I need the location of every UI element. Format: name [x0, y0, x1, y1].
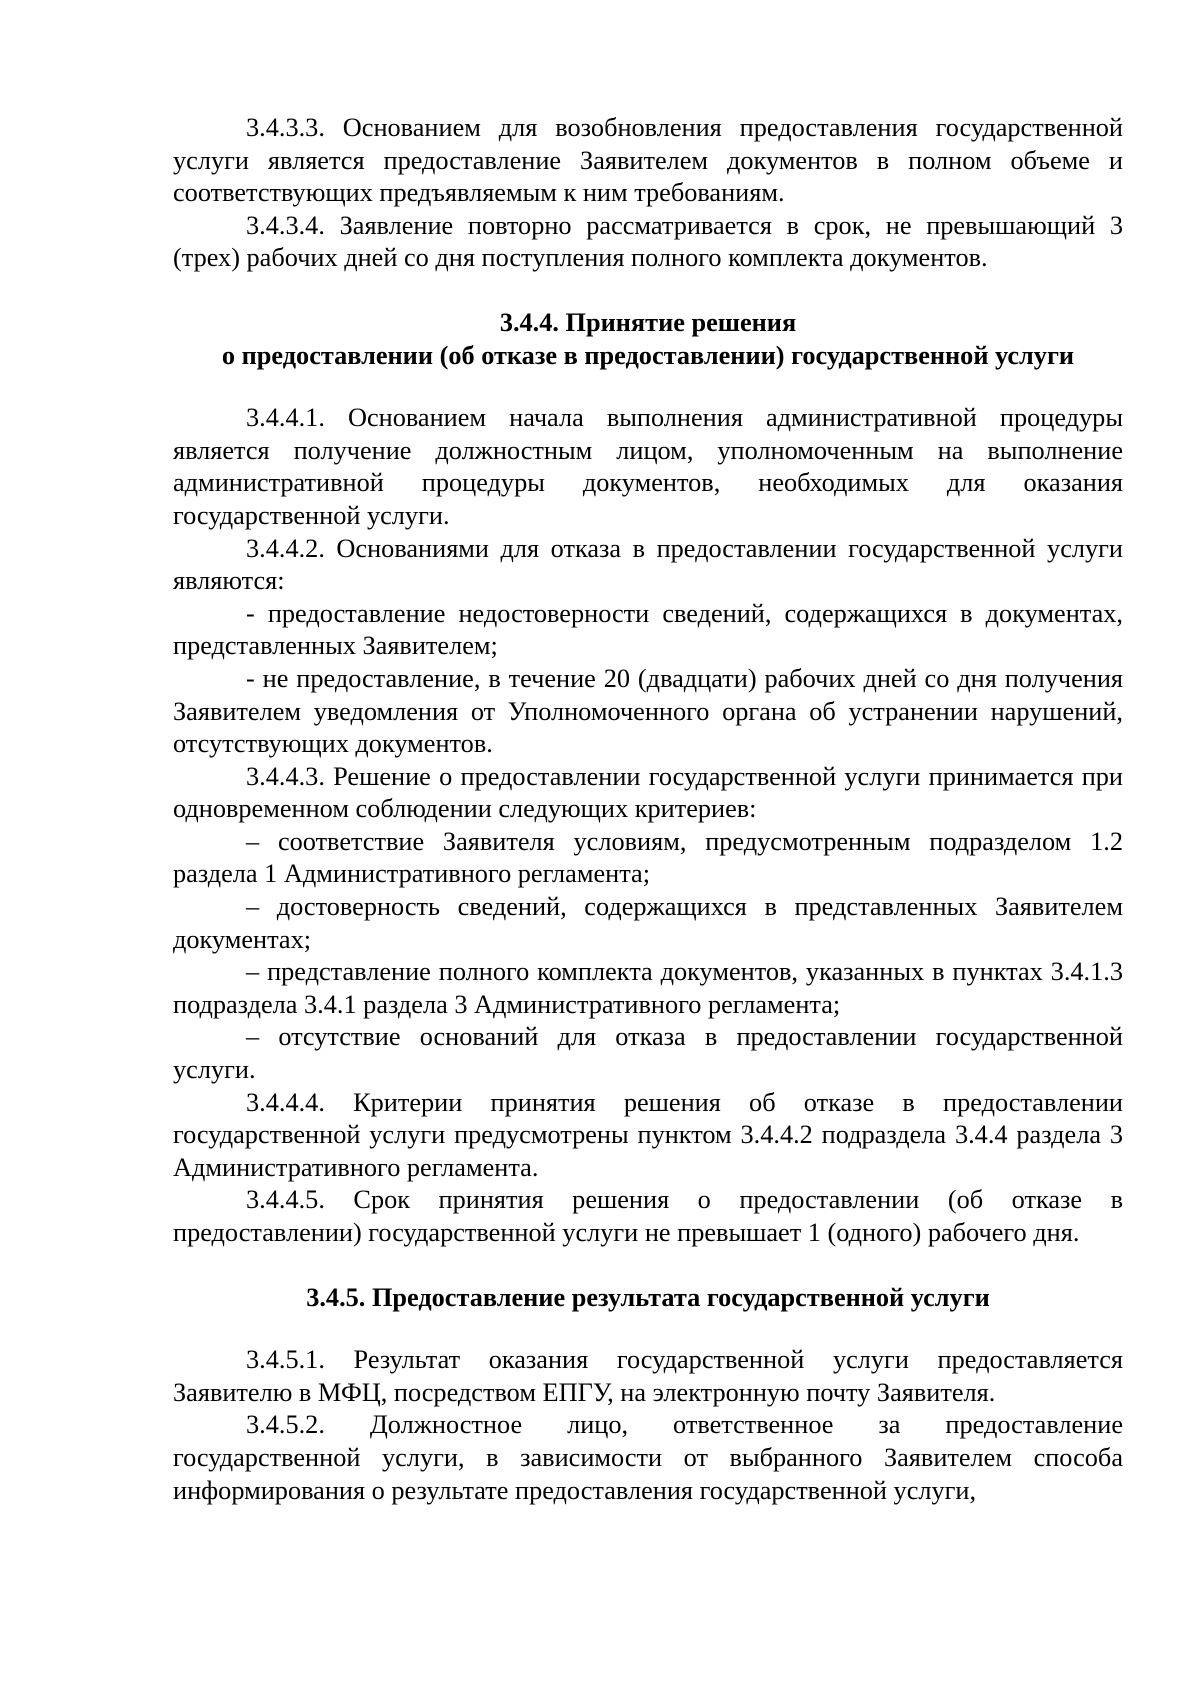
list-item: – представление полного комплекта документов, указанных в пунктах 3.4.1.3 подраздела 3.4.1 раздела 3 Административного регламента; — [173, 957, 1123, 1019]
list-item: - предоставление недостоверности сведений, содержащихся в документах, представленных Заявителем; — [173, 598, 1123, 661]
paragraph-3-4-4-5: 3.4.4.5. Срок принятия решения о предоставлении (об отказе в предоставлении) государственной услуги не превышает 1 (одного) рабочего дня. — [173, 1185, 1123, 1247]
list-item: – отсутствие оснований для отказа в предоставлении государственной услуги. — [173, 1022, 1123, 1085]
list-item: - не предоставление, в течение 20 (двадцати) рабочих дней со дня получения Заявителем уведомления от Уполномоченного органа об устранении нарушений, отсутствующих документов. — [173, 663, 1123, 759]
document-body — [173, 112, 1123, 1507]
section-heading-3-4-4: 3.4.4. Принятие решения — [499, 307, 797, 337]
paragraph-3-4-4-4: 3.4.4.4. Критерии принятия решения об отказе в предоставлении государственной услуги предусмотрены пунктом 3.4.4.2 подраздела 3.4.4 раздела 3 Административного регламента. — [173, 1087, 1123, 1182]
paragraph-3-4-5-2: 3.4.5.2. Должностное лицо, ответственное за предоставление государственной услуги, в зависимости от выбранного Заявителем способа информирования о результате предоставления государственной услуги, — [173, 1410, 1123, 1505]
paragraph-3-4-3-3: 3.4.3.3. Основанием для возобновления предоставления государственной услуги является предоставление Заявителем документов в полном объеме и соответствующих предъявляемым к ним требованиям. — [173, 113, 1123, 208]
paragraph-3-4-4-3: 3.4.4.3. Решение о предоставлении государственной услуги принимается при одновременном соблюдении следующих критериев: — [173, 761, 1123, 824]
paragraph-3-4-3-4: 3.4.3.4. Заявление повторно рассматривается в срок, не превышающий 3 (трех) рабочих дней со дня поступления полного комплекта документов. — [173, 210, 1123, 273]
paragraph-3-4-5-1: 3.4.5.1. Результат оказания государственной услуги предоставляется Заявителю в МФЦ, посредством ЕПГУ, на электронную почту Заявителя. — [173, 1345, 1123, 1407]
paragraph-3-4-4-1: 3.4.4.1. Основанием начала выполнения административной процедуры является получение должностным лицом, уполномоченным на выполнение административной процедуры документов, необходимых для оказания государственной услуги. — [173, 403, 1123, 530]
list-item: – достоверность сведений, содержащихся в представленных Заявителем документах; — [173, 892, 1123, 954]
paragraph-3-4-4-2: 3.4.4.2. Основаниями для отказа в предоставлении государственной услуги являются: — [173, 533, 1123, 596]
list-item: – соответствие Заявителя условиям, предусмотренным подразделом 1.2 раздела 1 Административного регламента; — [173, 826, 1123, 889]
section-heading-3-4-4-subtitle: о предоставлении (об отказе в предоставлении) государственной услуги — [221, 340, 1075, 370]
section-heading-3-4-5: 3.4.5. Предоставление результата государственной услуги — [306, 1282, 990, 1312]
